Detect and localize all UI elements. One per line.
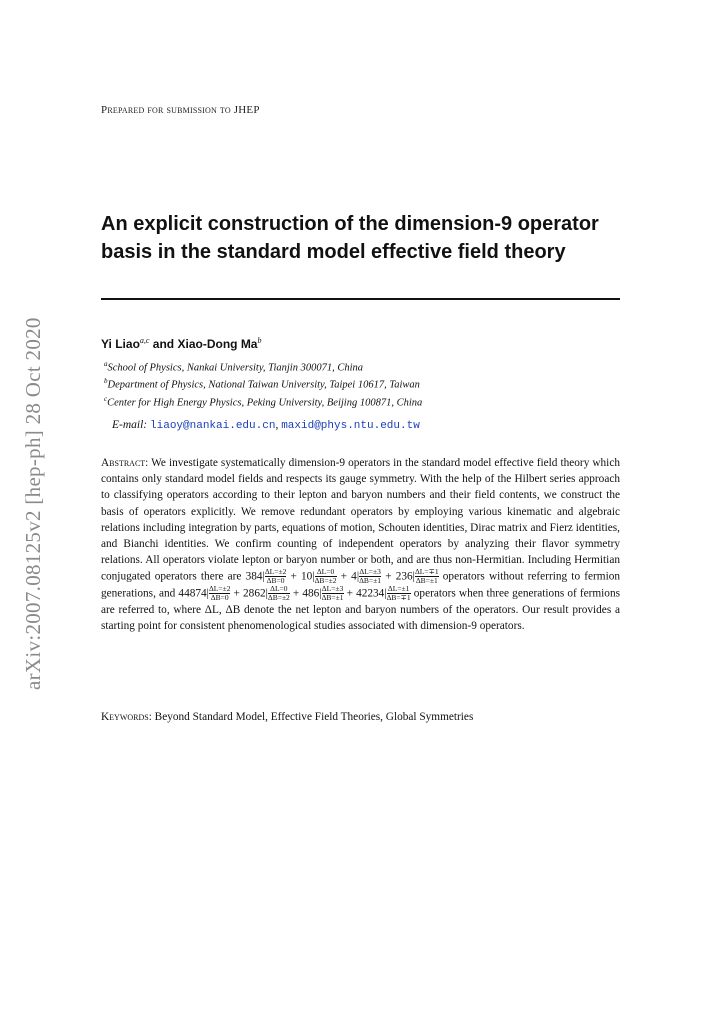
abstract-text: operators without referring to fermion generations, and xyxy=(101,570,621,600)
email-link[interactable]: liaoy@nankai.edu.cn xyxy=(150,420,276,432)
count: + 2862| xyxy=(230,587,268,600)
author-affil-mark: b xyxy=(257,336,262,345)
count: 384| xyxy=(245,570,265,583)
frac-num: ΔL=±2 xyxy=(264,567,287,577)
title-rule xyxy=(101,298,620,300)
count: + 486| xyxy=(289,587,322,600)
frac-den: ΔB=0 xyxy=(266,575,285,585)
paper-title: An explicit construction of the dimension-9 operator basis in the standard model effective field theory xyxy=(101,213,599,263)
frac-den: ΔB=±2 xyxy=(267,592,290,602)
affiliation xyxy=(104,377,420,391)
affil-text: School of Physics, Nankai University, Tianjin 300071, China xyxy=(107,362,363,374)
frac-num: ΔL=±1 xyxy=(387,584,410,594)
quantum-number-frac xyxy=(387,585,411,601)
frac-num: ΔL=±2 xyxy=(208,584,231,594)
abstract-heading: Abstract: xyxy=(101,457,149,469)
affil-mark: c xyxy=(104,395,108,403)
abstract xyxy=(101,455,620,634)
keywords-heading: Keywords: xyxy=(101,711,152,723)
affil-text: Department of Physics, National Taiwan University, Taipei 10617, Taiwan xyxy=(107,379,420,391)
frac-num: ΔL=∓1 xyxy=(414,567,439,577)
affil-mark: b xyxy=(104,377,108,385)
quantum-number-frac xyxy=(359,568,381,584)
frac-den: ΔB=±1 xyxy=(321,592,344,602)
quantum-number-frac xyxy=(315,568,337,584)
quantum-number-frac xyxy=(415,568,439,584)
affiliation xyxy=(104,395,422,409)
email-line xyxy=(112,419,420,432)
keywords xyxy=(101,711,473,723)
frac-num: ΔL=0 xyxy=(268,585,290,594)
affil-mark: a xyxy=(104,360,108,368)
count: + 10| xyxy=(286,570,315,583)
frac-num: ΔL=0 xyxy=(315,568,337,577)
author-name: Xiao-Dong Ma xyxy=(177,337,258,351)
frac-num: ΔL=±3 xyxy=(359,567,381,577)
journal-header: Prepared for submission to JHEP xyxy=(101,104,260,116)
quantum-number-frac xyxy=(209,585,231,601)
keywords-text: Beyond Standard Model, Effective Field Theories, Global Symmetries xyxy=(151,711,474,723)
frac-den: ΔB=±2 xyxy=(314,575,337,585)
affil-text: Center for High Energy Physics, Peking University, Beijing 100871, China xyxy=(107,397,423,409)
arxiv-stamp: arXiv:2007.08125v2 [hep-ph] 28 Oct 2020 xyxy=(21,317,45,690)
affiliation xyxy=(104,360,363,374)
abstract-text: We investigate systematically dimension-9 operators in the standard model effective field theory which contains only standard model fields and respects its gauge symmetry. With the help of the Hilbert series approach to classifying operators according to their lepton and baryon numbers and their field contents, we construct the basis of operators explicitly. We remove redundant operators by employing various kinematic and algebraic relations including integration by parts, equations of motion, Schouten identities, Dirac matrix and Fierz identities, and Bianchi identities. We confirm counting of independent operators by analyzing their flavor symmetry relations. All operators violate lepton or baryon number or both, and are thus non-Hermitian. Including Hermitian conjugated operators there are xyxy=(101,457,620,583)
email-link[interactable]: maxid@phys.ntu.edu.tw xyxy=(281,420,420,432)
email-label: E-mail: xyxy=(112,419,148,431)
frac-den: ΔB=∓1 xyxy=(386,592,411,602)
quantum-number-frac xyxy=(268,585,290,601)
frac-den: ΔB=±1 xyxy=(415,575,438,585)
author-affil-mark: a,c xyxy=(139,336,150,345)
frac-num: ΔL=±3 xyxy=(321,584,344,594)
frac-den: ΔB=±1 xyxy=(359,575,382,585)
author-line xyxy=(101,336,261,351)
email-separator: , xyxy=(275,419,282,431)
abstract-text: operators when three generations of fermions are referred to, where ΔL, ΔB denote the net lepton and baryon numbers of the operators. Our result provides a starting point for consistent phenomenological studies associated with dimension-9 operators. xyxy=(101,587,621,633)
author-name: Yi Liao xyxy=(101,337,140,351)
count: + 236| xyxy=(381,570,415,583)
quantum-number-frac xyxy=(265,568,287,584)
quantum-number-frac xyxy=(322,585,344,601)
author-separator: and xyxy=(149,337,178,351)
count: + 42234| xyxy=(343,587,387,600)
count: 44874| xyxy=(178,587,209,600)
frac-den: ΔB=0 xyxy=(210,592,229,602)
count: + 4| xyxy=(336,570,360,583)
